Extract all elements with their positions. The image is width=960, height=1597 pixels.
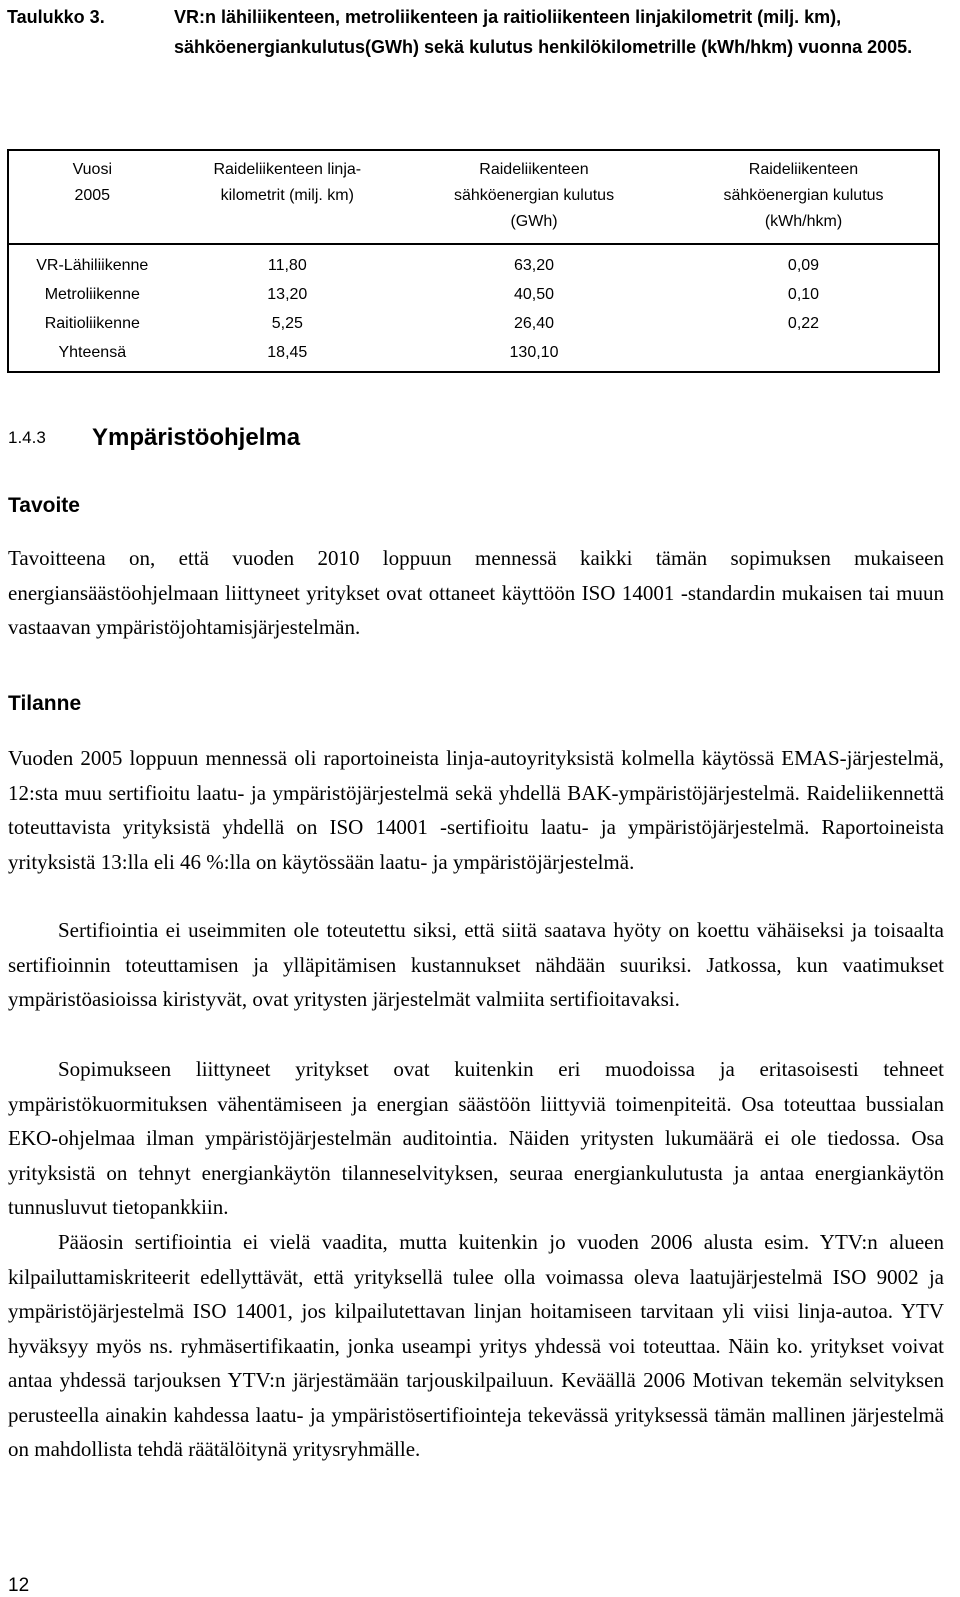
table-cell: 63,20: [513, 257, 555, 274]
table-cell: 0,10: [787, 286, 820, 303]
table-row: [8, 309, 939, 338]
table-cell: 130,10: [509, 344, 559, 361]
goal-heading: Tavoite: [8, 494, 80, 517]
table-cell: Raitioliikenne: [44, 315, 140, 332]
header-energy-kwh: Raideliikenteen sähköenergian kulutus (kWh/hkm): [669, 150, 939, 244]
table-cell: VR-Lähiliikenne: [36, 257, 149, 274]
page-number: 12: [8, 1575, 30, 1596]
table-cell: 13,20: [267, 286, 308, 303]
table-cell: 40,50: [513, 286, 555, 303]
table-number: Taulukko 3.: [7, 7, 105, 27]
table-cell: [669, 338, 939, 372]
section-number: 1.4.3: [8, 428, 46, 447]
status-heading: Tilanne: [8, 692, 82, 715]
status-paragraph-3: Sopimukseen liittyneet yritykset ovat kuitenkin eri muodoissa ja eritasoisesti tehneet ympäristökuormituksen vähentämiseen ja energian säästöön liittyviä toimenpiteitä. Osa toteuttaa bussialan EKO-ohjelmaa ilman ympäristöjärjestelmän auditointia. Näiden yritysten lukumäärä ei ole tiedossa. Osa yrityksistä on tehnyt energiankäytön tilanneselvityksen, seuraa energiankulutusta ja antaa energiankäytön tunnusluvut tietopankkiin.: [8, 1057, 944, 1219]
table-cell: 11,80: [267, 257, 307, 274]
section-title: Ympäristöohjelma: [92, 424, 301, 451]
table-cell: 0,22: [787, 315, 820, 332]
table-cell: 5,25: [271, 315, 303, 332]
table-cell: 26,40: [513, 315, 555, 332]
table-header-row: [8, 150, 939, 244]
energy-table: [7, 149, 940, 373]
table-cell: Metroliikenne: [44, 286, 140, 303]
header-year: Vuosi 2005: [8, 150, 176, 244]
table-cell: 0,09: [787, 257, 820, 274]
table-row-total: [8, 338, 939, 372]
table-row: [8, 280, 939, 309]
status-paragraph-4: Pääosin sertifiointia ei vielä vaadita, mutta kuitenkin jo vuoden 2006 alusta esim. YTV:n alueen kilpailuttamiskriteerit edellyttävät, että yrityksellä tulee olla voimassa oleva laatujärjestelmä ISO 9002 ja ympäristöjärjestelmä ISO 14001, jos kilpailutettavan linjan hoitamiseen tarvitaan yli viisi linja-autoa. YTV hyväksyy myös ns. ryhmäsertifikaatin, jonka useampi yritys yhdessä voi toteuttaa. Näin ko. yritykset voivat antaa yhdessä tarjouksen YTV:n järjestämään tarjouskilpailuun. Keväällä 2006 Motivan tekemän selvityksen perusteella ainakin kahdessa laatu- ja ympäristösertifiointeja tekevässä yrityksessä tämän mallinen järjestelmä on mahdollista tehdä räätälöitynä yritysryhmälle.: [8, 1230, 944, 1461]
goal-paragraph: Tavoitteena on, että vuoden 2010 loppuun mennessä kaikki tämän sopimuksen mukaiseen energiansäästöohjelmaan liittyneet yritykset ovat ottaneet käyttöön ISO 14001 -standardin mukaisen tai muun vastaavan ympäristöjohtamisjärjestelmän.: [8, 546, 944, 639]
header-energy-gwh: Raideliikenteen sähköenergian kulutus (GWh): [399, 150, 669, 244]
status-paragraph-2: Sertifiointia ei useimmiten ole toteutettu siksi, että siitä saatava hyöty on koettu vähäiseksi ja toisaalta sertifioinnin toteuttamisen ja ylläpitämisen kustannukset nähdään suuriksi. Jatkossa, kun vaatimukset ympäristöasioissa kiristyvät, ovat yritysten järjestelmät valmiita sertifioitavaksi.: [8, 918, 944, 1011]
status-paragraph-1: Vuoden 2005 loppuun mennessä oli raportoineista linja-autoyrityksistä kolmella käytössä EMAS-järjestelmä, 12:sta muu sertifioitu laatu- ja ympäristöjärjestelmä sekä yhdellä BAK-ympäristöjärjestelmä. Raideliikennettä toteuttavista yrityksistä yhdellä on ISO 14001 -sertifioitu laatu- ja ympäristöjärjestelmä. Raportoineista yrityksistä 13:lla eli 46 %:lla on käytössään laatu- ja ympäristöjärjestelmä.: [8, 746, 944, 874]
table-cell: Yhteensä: [58, 344, 127, 361]
header-line-km: Raideliikenteen linja- kilometrit (milj. km): [176, 150, 399, 244]
table-title: VR:n lähiliikenteen, metroliikenteen ja raitioliikenteen linjakilometrit (milj. km), sähköenergiankulutus(GWh) sekä kulutus henkilökilometrille (kWh/hkm) vuonna 2005.: [174, 7, 913, 57]
table-cell: 18,45: [267, 344, 308, 361]
table-row: [8, 244, 939, 280]
